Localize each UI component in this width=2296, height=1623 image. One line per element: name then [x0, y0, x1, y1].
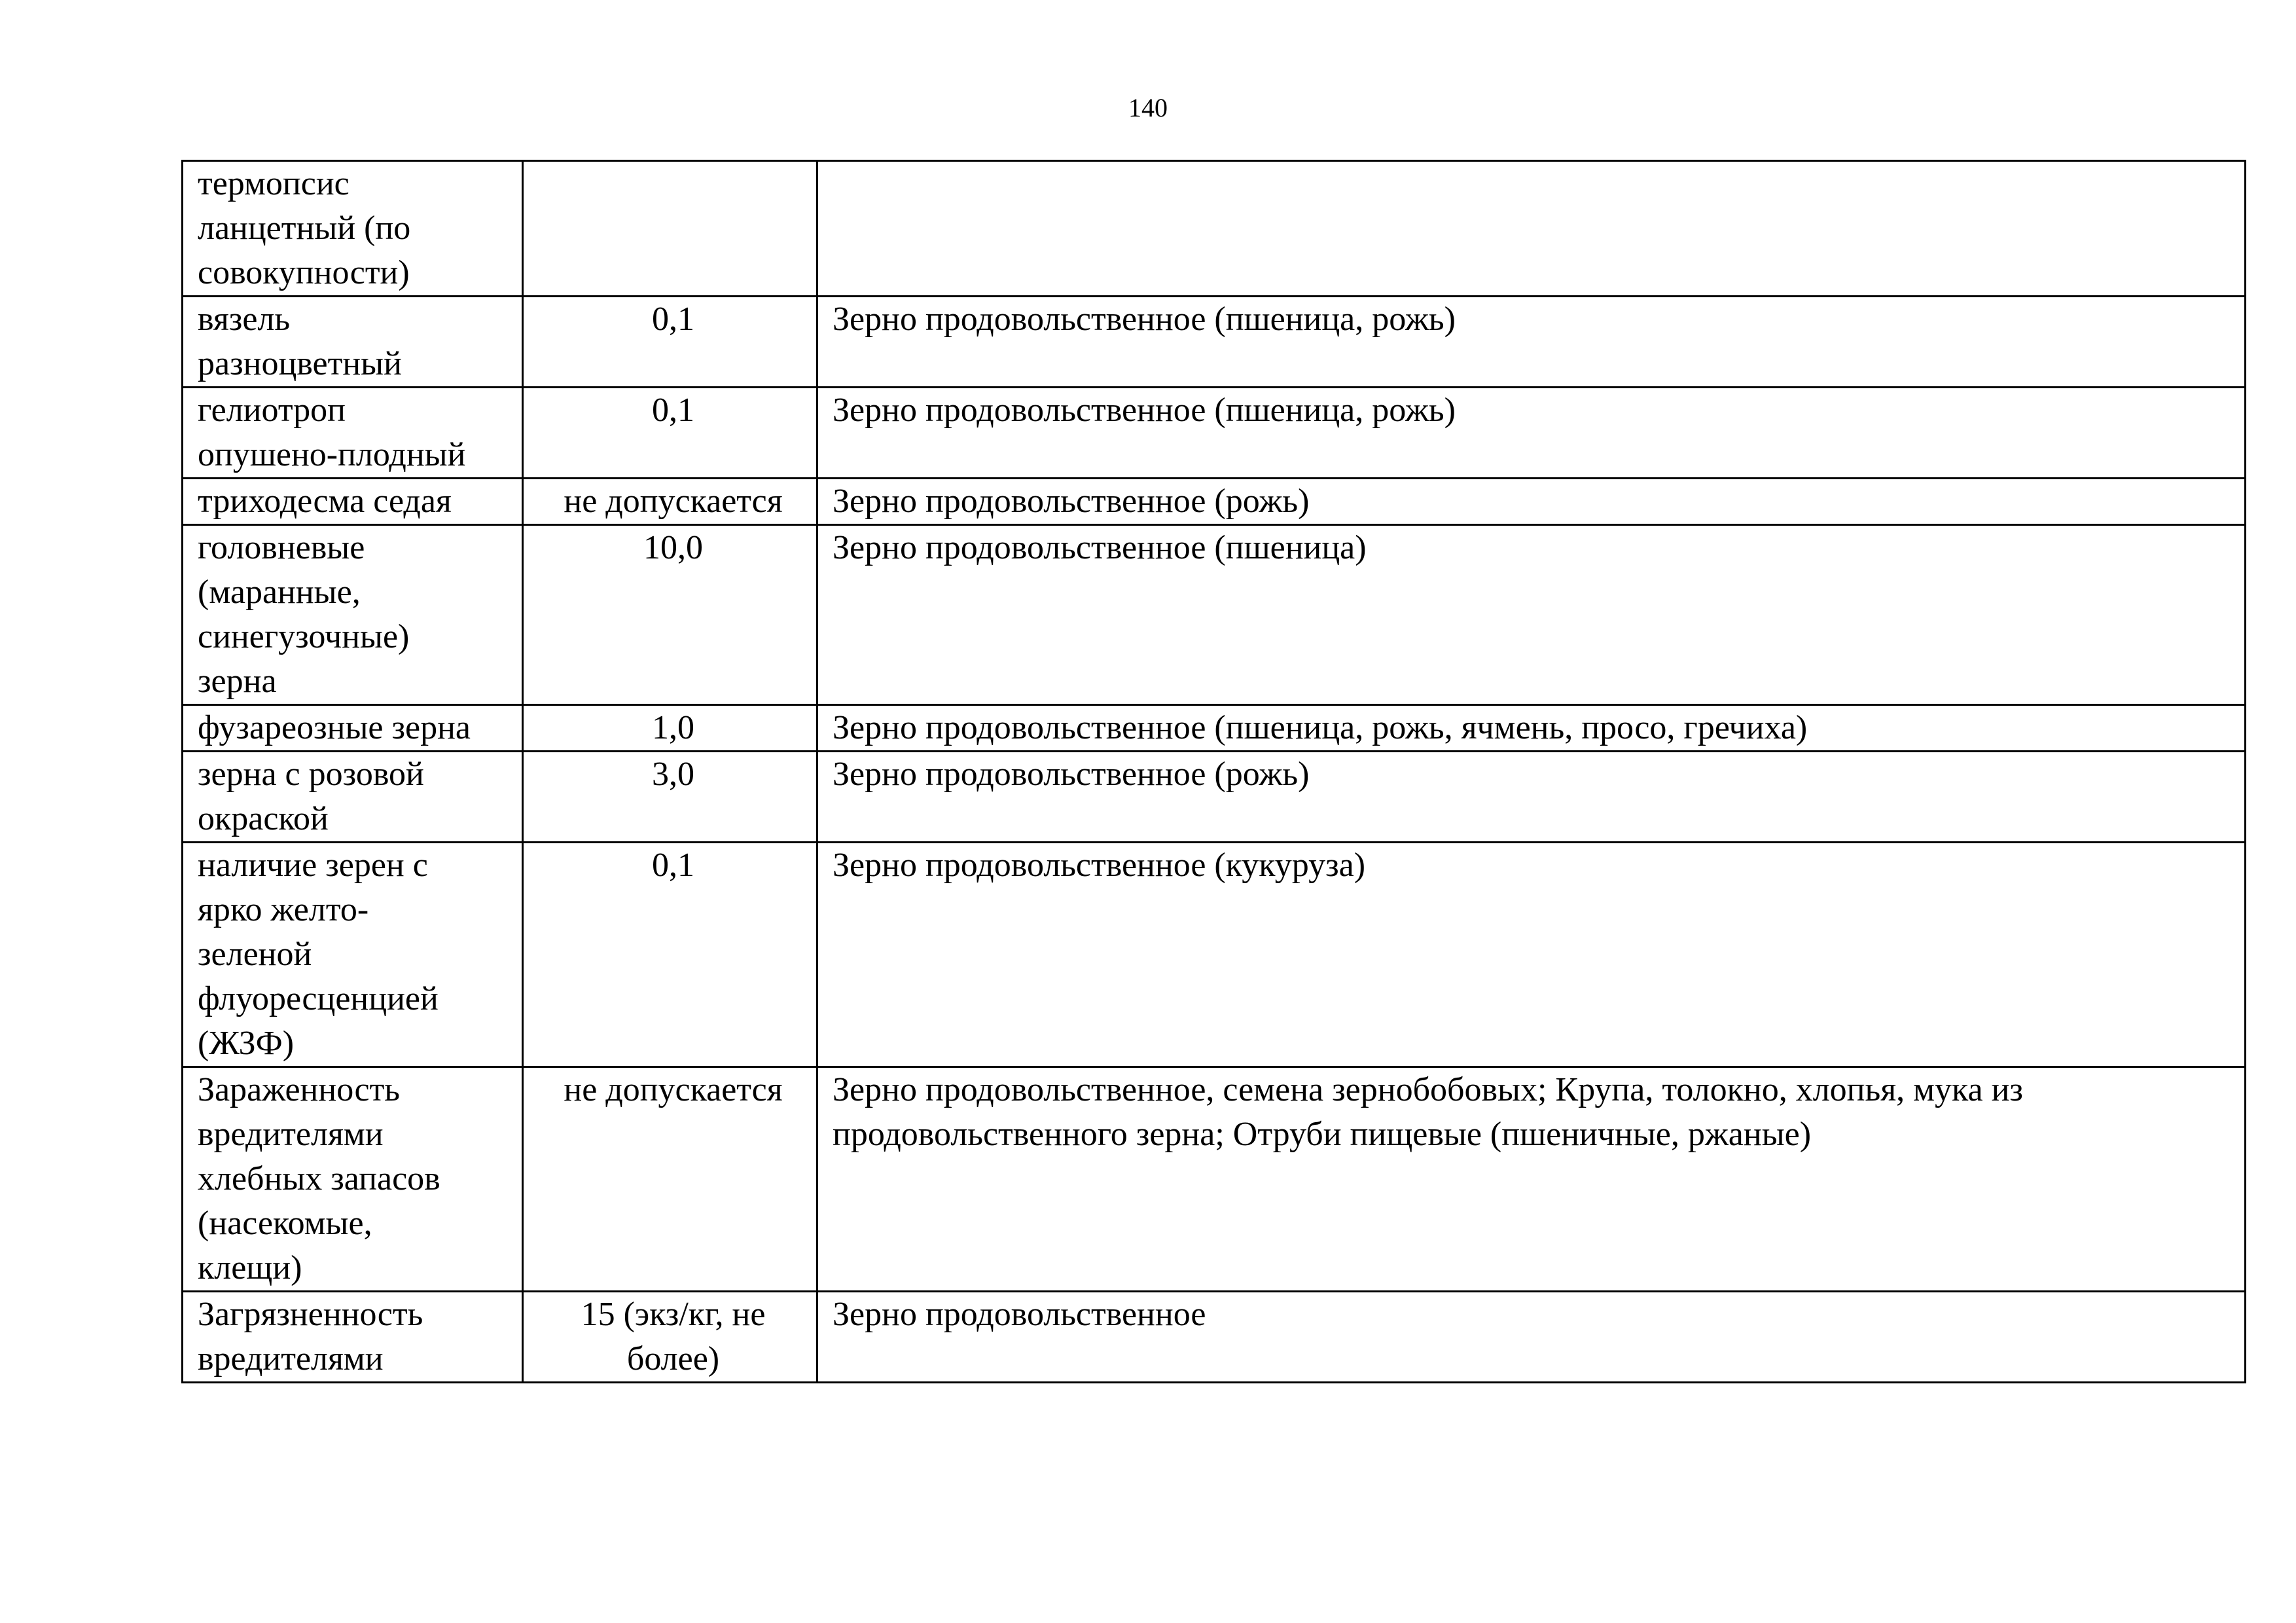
indicator-cell: термопсис ланцетный (по совокупности)	[183, 161, 523, 297]
product-cell: Зерно продовольственное (пшеница, рожь, ячмень, просо, гречиха)	[817, 705, 2246, 752]
indicator-cell: головневые (маранные, синегузочные) зерна	[183, 525, 523, 705]
limit-cell: не допускается	[523, 479, 817, 525]
product-cell: Зерно продовольственное (рожь)	[817, 752, 2246, 843]
table-row	[183, 1067, 2246, 1292]
table-row	[183, 752, 2246, 843]
indicator-cell: триходесма седая	[183, 479, 523, 525]
table-row	[183, 843, 2246, 1067]
indicator-cell: зерна с розовой окраской	[183, 752, 523, 843]
limit-cell: 10,0	[523, 525, 817, 705]
product-cell: Зерно продовольственное (кукуруза)	[817, 843, 2246, 1067]
product-cell: Зерно продовольственное	[817, 1292, 2246, 1383]
limit-cell: 0,1	[523, 388, 817, 479]
product-cell: Зерно продовольственное (пшеница, рожь)	[817, 388, 2246, 479]
product-cell	[817, 161, 2246, 297]
indicator-cell: наличие зерен с ярко желто- зеленой флуоресценцией (ЖЗФ)	[183, 843, 523, 1067]
limit-cell: 0,1	[523, 843, 817, 1067]
product-cell: Зерно продовольственное (рожь)	[817, 479, 2246, 525]
page-number: 140	[1128, 93, 1168, 122]
limit-cell: не допускается	[523, 1067, 817, 1292]
table-row	[183, 297, 2246, 388]
table-row	[183, 705, 2246, 752]
indicator-cell: вязель разноцветный	[183, 297, 523, 388]
indicator-cell: гелиотроп опушено-плодный	[183, 388, 523, 479]
indicator-cell: Загрязненность вредителями	[183, 1292, 523, 1383]
indicator-cell: фузареозные зерна	[183, 705, 523, 752]
table-row	[183, 161, 2246, 297]
limit-cell	[523, 161, 817, 297]
limit-cell: 15 (экз/кг, не более)	[523, 1292, 817, 1383]
product-cell: Зерно продовольственное (пшеница, рожь)	[817, 297, 2246, 388]
indicator-cell: Зараженность вредителями хлебных запасов (насекомые, клещи)	[183, 1067, 523, 1292]
limit-cell: 1,0	[523, 705, 817, 752]
limit-cell: 0,1	[523, 297, 817, 388]
table-row	[183, 479, 2246, 525]
product-cell: Зерно продовольственное (пшеница)	[817, 525, 2246, 705]
table-row	[183, 1292, 2246, 1383]
hygiene-requirements-table	[181, 160, 2246, 1383]
table-row	[183, 525, 2246, 705]
product-cell: Зерно продовольственное, семена зернобобовых; Крупа, толокно, хлопья, мука из продовольственного зерна; Отруби пищевые (пшеничные, ржаные)	[817, 1067, 2246, 1292]
table-row	[183, 388, 2246, 479]
limit-cell: 3,0	[523, 752, 817, 843]
